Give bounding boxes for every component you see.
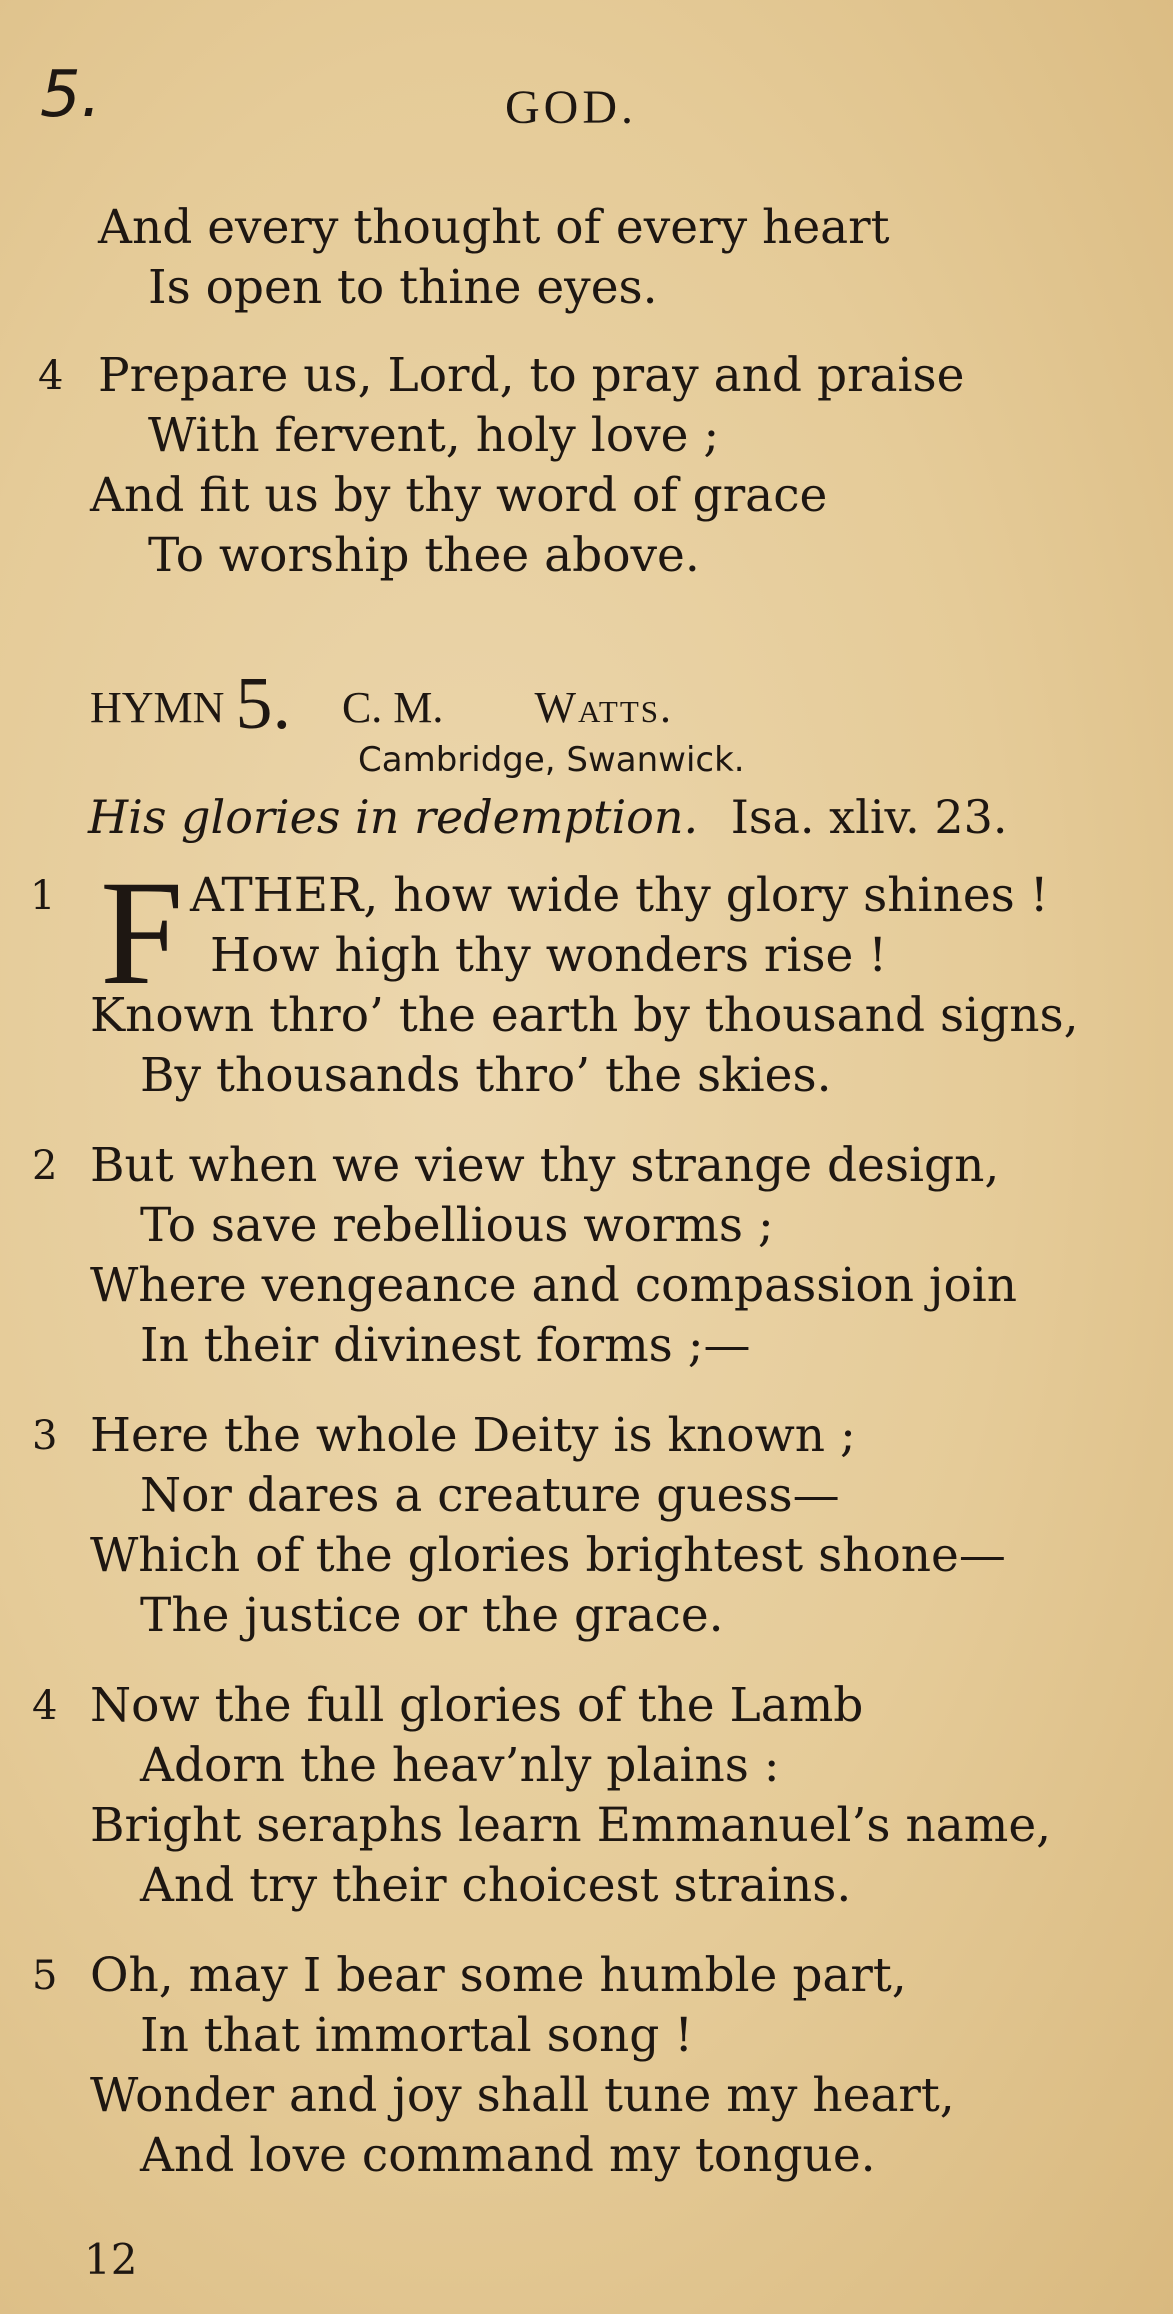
verse-line: To save rebellious worms ; (140, 1198, 774, 1253)
page-number: 5. (40, 58, 102, 132)
verse-number: 3 (32, 1413, 58, 1459)
drop-cap: F (100, 850, 184, 1016)
tune-names: Cambridge, Swanwick. (358, 740, 745, 780)
verse-number: 1 (30, 873, 56, 919)
scripture-reference: Isa. xliv. 23. (730, 790, 1008, 844)
verse-line: Which of the glories brightest shone— (90, 1528, 1006, 1583)
hymn-heading (90, 662, 673, 747)
verse-line: But when we view thy strange design, (90, 1138, 1000, 1193)
hymn-subject (88, 790, 1007, 844)
verse-number: 4 (38, 353, 64, 399)
prev-line-1: And every thought of every heart (98, 200, 890, 255)
verse-line: To worship thee above. (148, 528, 700, 583)
verse-line: Now the full glories of the Lamb (90, 1678, 864, 1733)
verse-line: Adorn the heav’nly plains : (140, 1738, 780, 1793)
section-title: GOD. (505, 81, 637, 134)
verse-line: And try their choicest strains. (140, 1858, 852, 1913)
hymn-meter: C. M. (341, 683, 444, 732)
verse-line: Where vengeance and compassion join (90, 1258, 1018, 1313)
subject-text: His glories in redemption. (88, 790, 699, 844)
hymn-number: 5. (235, 663, 291, 745)
hymn-label: HYMN (90, 683, 225, 732)
verse-line: And fit us by thy word of grace (90, 468, 828, 523)
verse-number: 2 (32, 1143, 58, 1189)
verse-line: With fervent, holy love ; (148, 408, 720, 463)
verse-line: In their divinest forms ;— (140, 1318, 751, 1373)
verse-line: The justice or the grace. (140, 1588, 724, 1643)
verse-line: Bright seraphs learn Emmanuel’s name, (90, 1798, 1052, 1853)
verse-line: In that immortal song ! (140, 2008, 694, 2063)
verse-line: Nor dares a creature guess— (140, 1468, 840, 1523)
prev-line-2: Is open to thine eyes. (148, 260, 658, 315)
verse-line: ATHER, how wide thy glory shines ! (190, 868, 1049, 923)
verse-line: Known thro’ the earth by thousand signs, (90, 988, 1079, 1043)
verse-line: How high thy wonders rise ! (210, 928, 888, 983)
verse-number: 5 (32, 1953, 58, 1999)
verse-line: By thousands thro’ the skies. (140, 1048, 832, 1103)
verse-number: 4 (32, 1683, 58, 1729)
hymn-author: Watts. (534, 683, 674, 732)
verse-line: Prepare us, Lord, to pray and praise (98, 348, 965, 403)
verse-line: Here the whole Deity is known ; (90, 1408, 856, 1463)
signature-mark: 12 (84, 2235, 138, 2284)
verse-line: Oh, may I bear some humble part, (90, 1948, 907, 2003)
verse-line: Wonder and joy shall tune my heart, (90, 2068, 955, 2123)
verse-line: And love command my tongue. (140, 2128, 876, 2183)
